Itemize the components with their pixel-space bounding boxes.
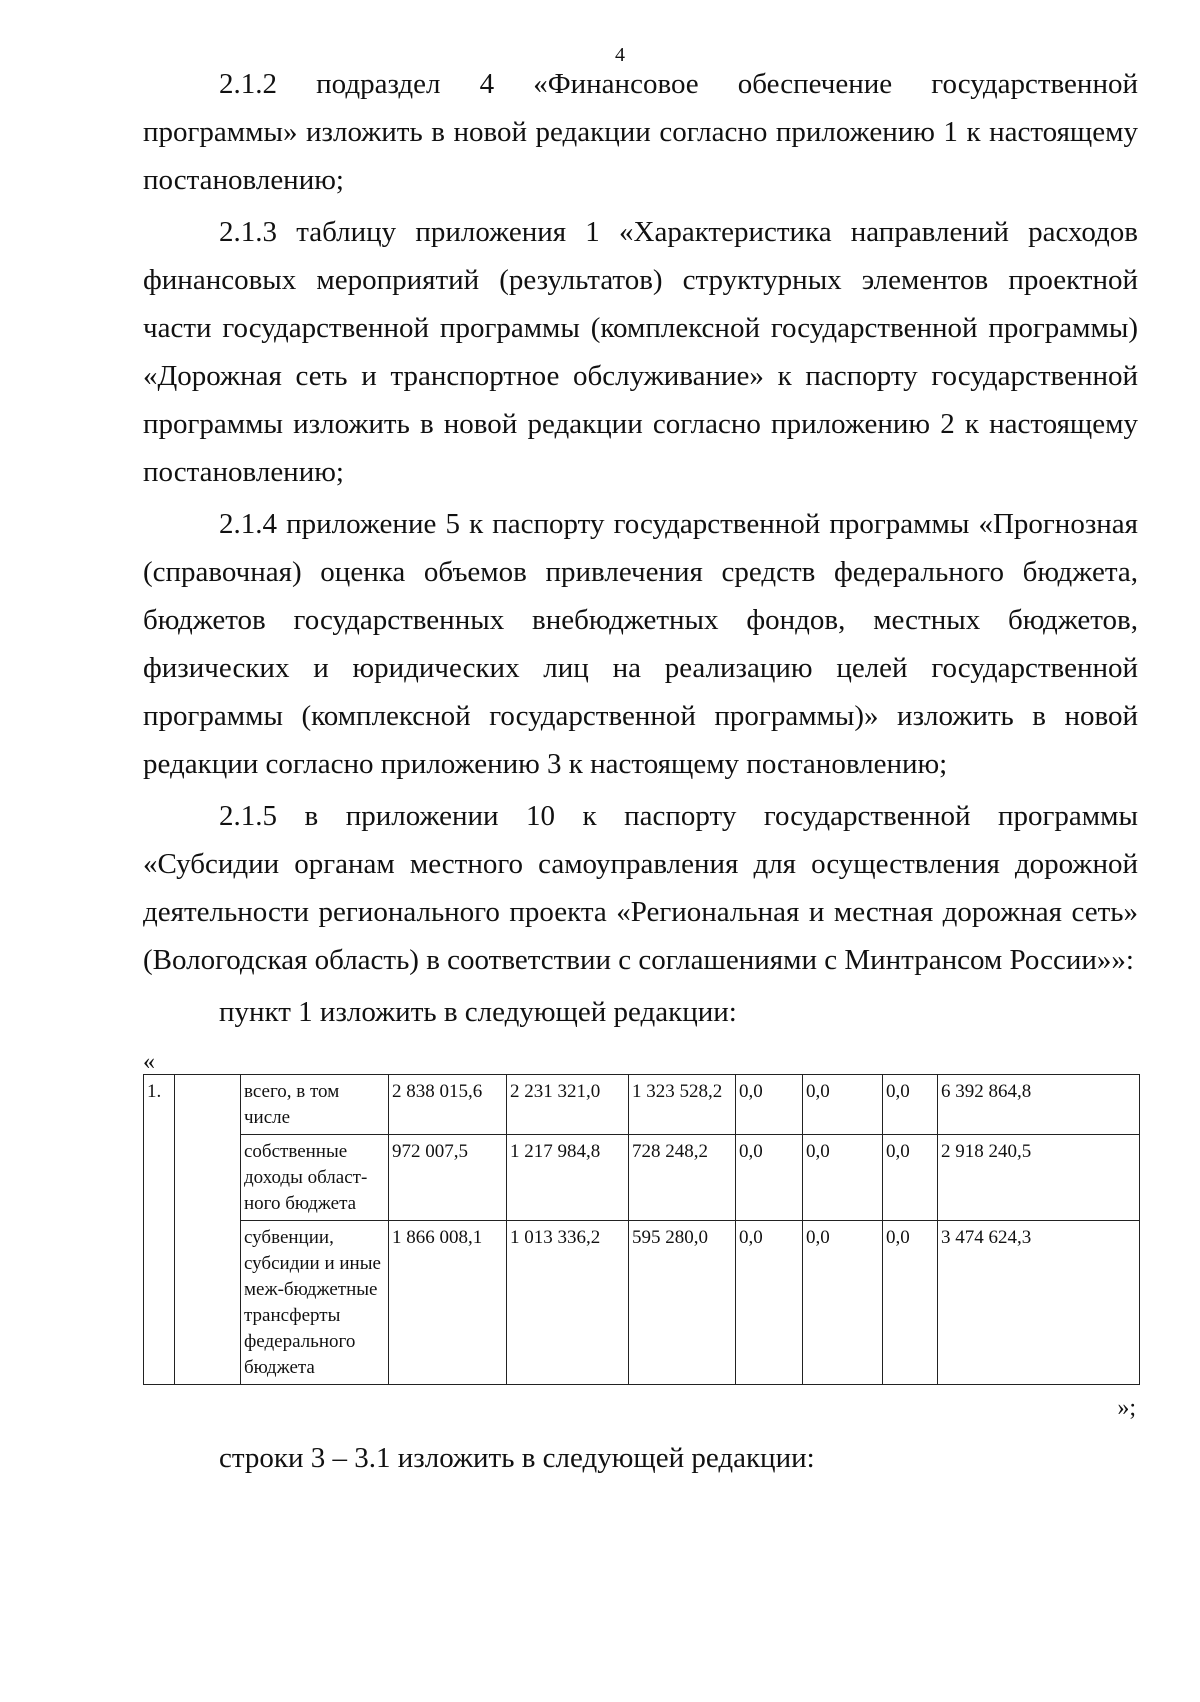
finance-table [143, 1074, 1140, 1385]
value-cell: 1 013 336,2 [507, 1221, 629, 1385]
value-cell: 0,0 [883, 1135, 938, 1221]
page-number: 4 [615, 44, 625, 66]
value-cell: 0,0 [736, 1075, 803, 1135]
value-cell: 1 866 008,1 [389, 1221, 507, 1385]
value-cell: 972 007,5 [389, 1135, 507, 1221]
value-cell: 0,0 [736, 1135, 803, 1221]
value-cell: 1 217 984,8 [507, 1135, 629, 1221]
row-number-cell: 1. [144, 1075, 175, 1385]
final-line: строки 3 – 3.1 изложить в следующей редакции: [219, 1442, 815, 1474]
row-label: субвенции, субсидии и иные меж-бюджетные трансферты федерального бюджета [241, 1221, 389, 1385]
paragraph-2-1-2: 2.1.2 подраздел 4 «Финансовое обеспечение государственной программы» изложить в новой редакции согласно приложению 1 к настоящему постановлению; [143, 68, 1138, 196]
value-cell: 0,0 [883, 1221, 938, 1385]
total-cell: 3 474 624,3 [938, 1221, 1140, 1385]
total-cell: 2 918 240,5 [938, 1135, 1140, 1221]
intro-line: пункт 1 изложить в следующей редакции: [219, 996, 737, 1028]
total-cell: 6 392 864,8 [938, 1075, 1140, 1135]
value-cell: 0,0 [803, 1135, 883, 1221]
table-row [144, 1221, 1140, 1385]
value-cell: 595 280,0 [629, 1221, 736, 1385]
value-cell: 2 231 321,0 [507, 1075, 629, 1135]
empty-cell [175, 1075, 241, 1385]
row-label: всего, в том числе [241, 1075, 389, 1135]
document-body [143, 60, 1138, 1482]
value-cell: 0,0 [803, 1221, 883, 1385]
value-cell: 0,0 [883, 1075, 938, 1135]
value-cell: 0,0 [803, 1075, 883, 1135]
value-cell: 0,0 [736, 1221, 803, 1385]
paragraph-2-1-5: 2.1.5 в приложении 10 к паспорту государственной программы «Субсидии органам местного самоуправления для осуществления дорожной деятельности регионального проекта «Региональная и местная дорожная сеть» (Вологодская область) в соответствии с соглашениями с Минтрансом России»»: [143, 800, 1138, 976]
table-row [144, 1075, 1140, 1135]
close-quote: »; [1117, 1395, 1136, 1421]
value-cell: 2 838 015,6 [389, 1075, 507, 1135]
table-row [144, 1135, 1140, 1221]
value-cell: 728 248,2 [629, 1135, 736, 1221]
row-label: собственные доходы област-ного бюджета [241, 1135, 389, 1221]
value-cell: 1 323 528,2 [629, 1075, 736, 1135]
paragraph-2-1-4: 2.1.4 приложение 5 к паспорту государственной программы «Прогнозная (справочная) оценка объемов привлечения средств федерального бюджета, бюджетов государственных внебюджетных фондов, местных бюджетов, физических и юридических лиц на реализацию целей государственной программы (комплексной государственной программы)» изложить в новой редакции согласно приложению 3 к настоящему постановлению; [143, 508, 1138, 780]
paragraph-2-1-3: 2.1.3 таблицу приложения 1 «Характеристика направлений расходов финансовых мероприятий (результатов) структурных элементов проектной части государственной программы (комплексной государственной программы) «Дорожная сеть и транспортное обслуживание» к паспорту государственной программы изложить в новой редакции согласно приложению 2 к настоящему постановлению; [143, 216, 1138, 488]
open-quote: « [143, 1049, 155, 1075]
